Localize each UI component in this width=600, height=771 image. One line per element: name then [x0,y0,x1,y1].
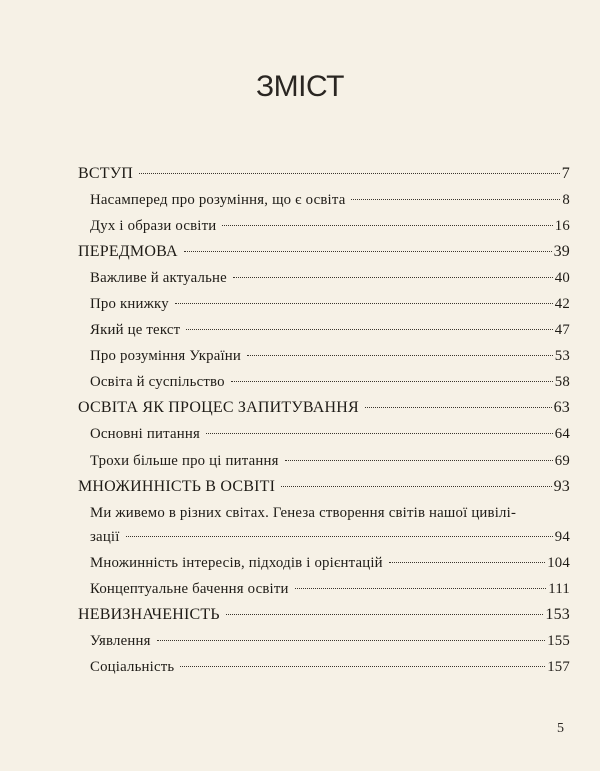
table-of-contents [78,165,570,684]
toc-entry-label: ОСВІТА ЯК ПРОЦЕС ЗАПИТУВАННЯ [78,399,359,417]
toc-entry-page: 64 [554,426,570,443]
toc-entry-page: 42 [554,296,570,313]
toc-entry[interactable] [78,580,570,606]
dot-leader [247,355,553,356]
toc-entry[interactable] [78,452,570,478]
toc-entry[interactable] [78,217,570,243]
dot-leader [351,199,560,200]
toc-entry-page: 58 [554,374,570,391]
toc-entry[interactable] [78,632,570,658]
toc-entry[interactable] [78,191,570,217]
toc-entry-page: 47 [554,322,570,339]
page-title: ЗМІСТ [256,70,344,103]
dot-leader [285,460,553,461]
toc-entry-page: 7 [561,165,570,182]
toc-entry-label: Ми живемо в різних світах. Генеза створення світів нашої цивілі- [90,504,517,521]
dot-leader [231,381,553,382]
toc-entry-page: 8 [562,192,570,209]
toc-entry-label: Множинність інтересів, підходів і орієнтацій [90,554,383,571]
page-number: 5 [557,721,564,736]
toc-entry-label: Насамперед про розуміння, що є освіта [90,192,346,209]
toc-entry-label: МНОЖИННІСТЬ В ОСВІТІ [78,477,276,495]
toc-entry-continuation[interactable] [78,528,570,554]
toc-entry-nevyznachenist[interactable] [78,606,570,632]
toc-entry-page: 93 [553,477,570,495]
toc-entry-label: Який це текст [90,322,181,339]
toc-entry-page: 104 [547,554,570,571]
toc-entry-page: 53 [554,348,570,365]
toc-entry-peredmova[interactable] [78,243,570,269]
toc-entry[interactable] [78,347,570,373]
toc-entry-label: ВСТУП [78,165,133,182]
dot-leader [389,562,545,563]
dot-leader [226,614,544,615]
toc-entry[interactable] [78,295,570,321]
toc-entry[interactable] [78,373,570,399]
toc-entry-label-continuation: зації [90,528,120,545]
dot-leader [139,173,560,174]
toc-entry-page: 40 [554,270,570,287]
toc-entry-page: 153 [545,605,570,623]
dot-leader [281,486,552,487]
dot-leader [295,588,547,589]
toc-entry-first-line[interactable] [78,504,570,528]
toc-entry-page: 155 [547,632,570,649]
toc-entry-label: Про книжку [90,296,169,313]
toc-entry-page: 63 [553,399,570,417]
dot-leader [180,666,545,667]
toc-entry-osvita[interactable] [78,399,570,425]
toc-entry-vstup[interactable] [78,165,570,191]
toc-entry-label: Концептуальне бачення освіти [90,580,289,597]
toc-entry-page: 157 [547,658,570,675]
toc-entry[interactable] [78,554,570,580]
toc-entry-label: Уявлення [90,632,151,649]
toc-entry[interactable] [78,658,570,684]
toc-entry-label: Про розуміння України [90,348,242,365]
toc-entry-page: 39 [553,243,570,261]
toc-entry[interactable] [78,269,570,295]
toc-entry-label: НЕВИЗНАЧЕНІСТЬ [78,605,220,623]
dot-leader [157,640,546,641]
dot-leader [365,407,552,408]
toc-entry-label: Соціальність [90,658,175,675]
dot-leader [175,303,553,304]
toc-entry[interactable] [78,425,570,451]
toc-entry-label: Трохи більше про ці питання [90,452,279,469]
toc-entry-page: 111 [548,580,570,597]
dot-leader [222,225,552,226]
toc-entry-label: ПЕРЕДМОВА [78,243,178,261]
toc-entry-page: 94 [554,528,570,545]
dot-leader [233,277,553,278]
toc-entry-label: Основні питання [90,426,200,443]
toc-entry-page: 16 [554,218,570,235]
toc-entry-label: Дух і образи освіти [90,218,217,235]
dot-leader [126,536,553,537]
toc-entry[interactable] [78,321,570,347]
toc-entry-mnozhynnist[interactable] [78,478,570,504]
dot-leader [186,329,553,330]
toc-entry-label: Важливе й актуальне [90,270,227,287]
dot-leader [184,251,552,252]
dot-leader [206,433,553,434]
toc-entry-page: 69 [554,452,570,469]
toc-entry-label: Освіта й суспільство [90,374,225,391]
